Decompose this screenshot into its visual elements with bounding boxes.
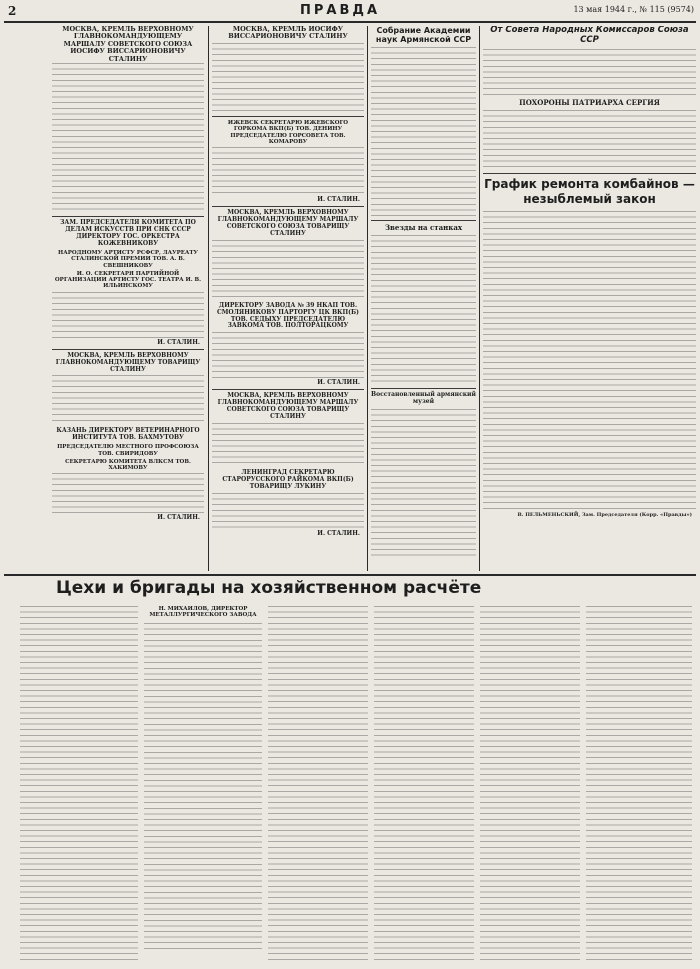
greeting-title: МОСКВА, КРЕМЛЬ ВЕРХОВНОМУ ГЛАВНОКОМАНДУЮЩЕМУ МАРШАЛУ СОВЕТСКОГО СОЮЗА ИОСИФУ ВИССАРИОНОВИЧУ СТАЛИНУ bbox=[62, 26, 194, 63]
article-column bbox=[374, 606, 474, 961]
signature: И. СТАЛИН. bbox=[317, 529, 360, 537]
article-column bbox=[268, 606, 368, 961]
bottom-headline: Цехи и бригады на хозяйственном расчёте bbox=[56, 578, 482, 598]
section-rule bbox=[4, 574, 696, 576]
divider bbox=[212, 206, 364, 207]
article-title: Восстановленный армянский музей bbox=[371, 391, 476, 406]
signature: И. СТАЛИН. bbox=[157, 338, 200, 346]
greeting-title: НАРОДНОМУ АРТИСТУ РСФСР, ЛАУРЕАТУ СТАЛИНСКОЙ ПРЕМИИ ТОВ. А. В. СВЕШНИКОВУ bbox=[58, 249, 198, 269]
article-body bbox=[371, 47, 476, 217]
article-body bbox=[212, 240, 364, 300]
article-body bbox=[144, 623, 262, 953]
greeting-title: СЕКРЕТАРЮ КОМИТЕТА ВЛКСМ ТОВ. ХАКИМОВУ bbox=[65, 458, 191, 472]
article-body bbox=[371, 235, 476, 385]
issue-date: 13 мая 1944 г., № 115 (9574) bbox=[573, 5, 694, 14]
page-header bbox=[0, 2, 700, 20]
article-column bbox=[20, 606, 138, 961]
article-body bbox=[212, 493, 364, 529]
article-body bbox=[212, 43, 364, 113]
column-divider bbox=[208, 26, 209, 571]
divider bbox=[212, 389, 364, 390]
greeting-title: КАЗАНЬ ДИРЕКТОРУ ВЕТЕРИНАРНОГО ИНСТИТУТА ТОВ. БАХМУТОВУ bbox=[56, 427, 200, 442]
article-body bbox=[52, 63, 204, 213]
column-divider bbox=[479, 26, 480, 571]
article-title: От Совета Народных Комиссаров Союза ССР bbox=[490, 26, 689, 45]
divider bbox=[52, 216, 204, 217]
signature: И. СТАЛИН. bbox=[317, 196, 360, 204]
page-number: 2 bbox=[8, 4, 17, 18]
article-column bbox=[586, 606, 692, 961]
article-body bbox=[483, 211, 696, 511]
divider bbox=[371, 220, 476, 221]
greeting-title: ЛЕНИНГРАД СЕКРЕТАРЮ СТАРОРУССКОГО РАЙКОМА ВКП(Б) ТОВАРИЩУ ЛУКИНУ bbox=[222, 468, 354, 490]
greeting-title: МОСКВА, КРЕМЛЬ ИОСИФУ ВИССАРИОНОВИЧУ СТАЛИНУ bbox=[228, 26, 348, 41]
article-title: Собрание Академии наук Армянской ССР bbox=[375, 26, 472, 45]
article-body bbox=[212, 147, 364, 195]
greeting-title: И. О. СЕКРЕТАРЯ ПАРТИЙНОЙ ОРГАНИЗАЦИИ АРТИСТУ ГОС. ТЕАТРА И. В. ИЛЬИНСКОМУ bbox=[54, 270, 202, 290]
column-stalin-greetings-2 bbox=[212, 26, 364, 571]
article-column bbox=[480, 606, 580, 961]
article-body bbox=[483, 110, 696, 170]
article-body bbox=[52, 473, 204, 513]
divider bbox=[52, 349, 204, 350]
greeting-title: МОСКВА, КРЕМЛЬ ВЕРХОВНОМУ ГЛАВНОКОМАНДУЮЩЕМУ ТОВАРИЩУ СТАЛИНУ bbox=[55, 351, 201, 373]
divider bbox=[371, 388, 476, 389]
article-title: Звезды на станках bbox=[384, 223, 463, 233]
article-body bbox=[483, 49, 696, 97]
signature: И. СТАЛИН. bbox=[157, 514, 200, 522]
article-body bbox=[52, 375, 204, 425]
byline: Н. МИХАИЛОВ, ДИРЕКТОР МЕТАЛЛУРГИЧЕСКОГО ЗАВОДА bbox=[149, 606, 257, 619]
divider bbox=[483, 173, 696, 174]
article-body bbox=[52, 292, 204, 338]
article-body bbox=[371, 409, 476, 559]
column-stalin-greetings-1 bbox=[52, 26, 204, 571]
signature: В. ПЕЛЬМЕНЬСКИЙ, Зам. Председателя (Корр. «Правды») bbox=[517, 511, 692, 518]
bottom-headline-area bbox=[20, 578, 696, 604]
column-divider bbox=[367, 26, 368, 571]
article-body bbox=[212, 332, 364, 378]
bottom-article bbox=[20, 606, 696, 964]
divider bbox=[212, 116, 364, 117]
article-title: ПОХОРОНЫ ПАТРИАРХА СЕРГИЯ bbox=[519, 97, 660, 107]
greeting-title: ПРЕДСЕДАТЕЛЮ МЕСТНОГО ПРОФСОЮЗА ТОВ. СВИРИДОВУ bbox=[57, 444, 199, 457]
greeting-title: МОСКВА, КРЕМЛЬ ВЕРХОВНОМУ ГЛАВНОКОМАНДУЮЩЕМУ МАРШАЛУ СОВЕТСКОГО СОЮЗА ТОВАРИЩУ СТАЛИНУ bbox=[217, 209, 359, 237]
signature: И. СТАЛИН. bbox=[317, 379, 360, 387]
greeting-title: ДИРЕКТОРУ ЗАВОДА № 39 НКАП ТОВ. СМОЛЯНИКОВУ ПАРТОРГУ ЦК ВКП(Б) ТОВ. СЕДЫХУ ПРЕДСЕДАТЕЛЮ ЗАВКОМА ТОВ. ПОЛТОРАЦКОМУ bbox=[216, 301, 359, 330]
header-rule bbox=[4, 21, 696, 23]
greeting-title: МОСКВА, КРЕМЛЬ ВЕРХОВНОМУ ГЛАВНОКОМАНДУЮЩЕМУ МАРШАЛУ СОВЕТСКОГО СОЮЗА ТОВАРИЩУ СТАЛИНУ bbox=[217, 392, 359, 420]
article-body bbox=[212, 423, 364, 467]
greeting-title: ЗАМ. ПРЕДСЕДАТЕЛЯ КОМИТЕТА ПО ДЕЛАМ ИСКУССТВ ПРИ СНК СССР ДИРЕКТОРУ ГОС. ОРКЕСТРА КОЖЕВНИКОВУ bbox=[60, 219, 196, 248]
greeting-title: ИЖЕВСК СЕКРЕТАРЮ ИЖЕВСКОГО ГОРКОМА ВКП(Б) ТОВ. ДЕНИНУ ПРЕДСЕДАТЕЛЮ ГОРСОВЕТА ТОВ. КОМАРОВУ bbox=[227, 119, 349, 145]
column-academy-news bbox=[371, 26, 476, 571]
masthead: ПРАВДА bbox=[300, 3, 381, 18]
article-column bbox=[144, 606, 262, 961]
article-title: График ремонта комбайнов — незыблемый закон bbox=[484, 176, 695, 206]
column-sovnarkom-and-combines bbox=[483, 26, 696, 571]
